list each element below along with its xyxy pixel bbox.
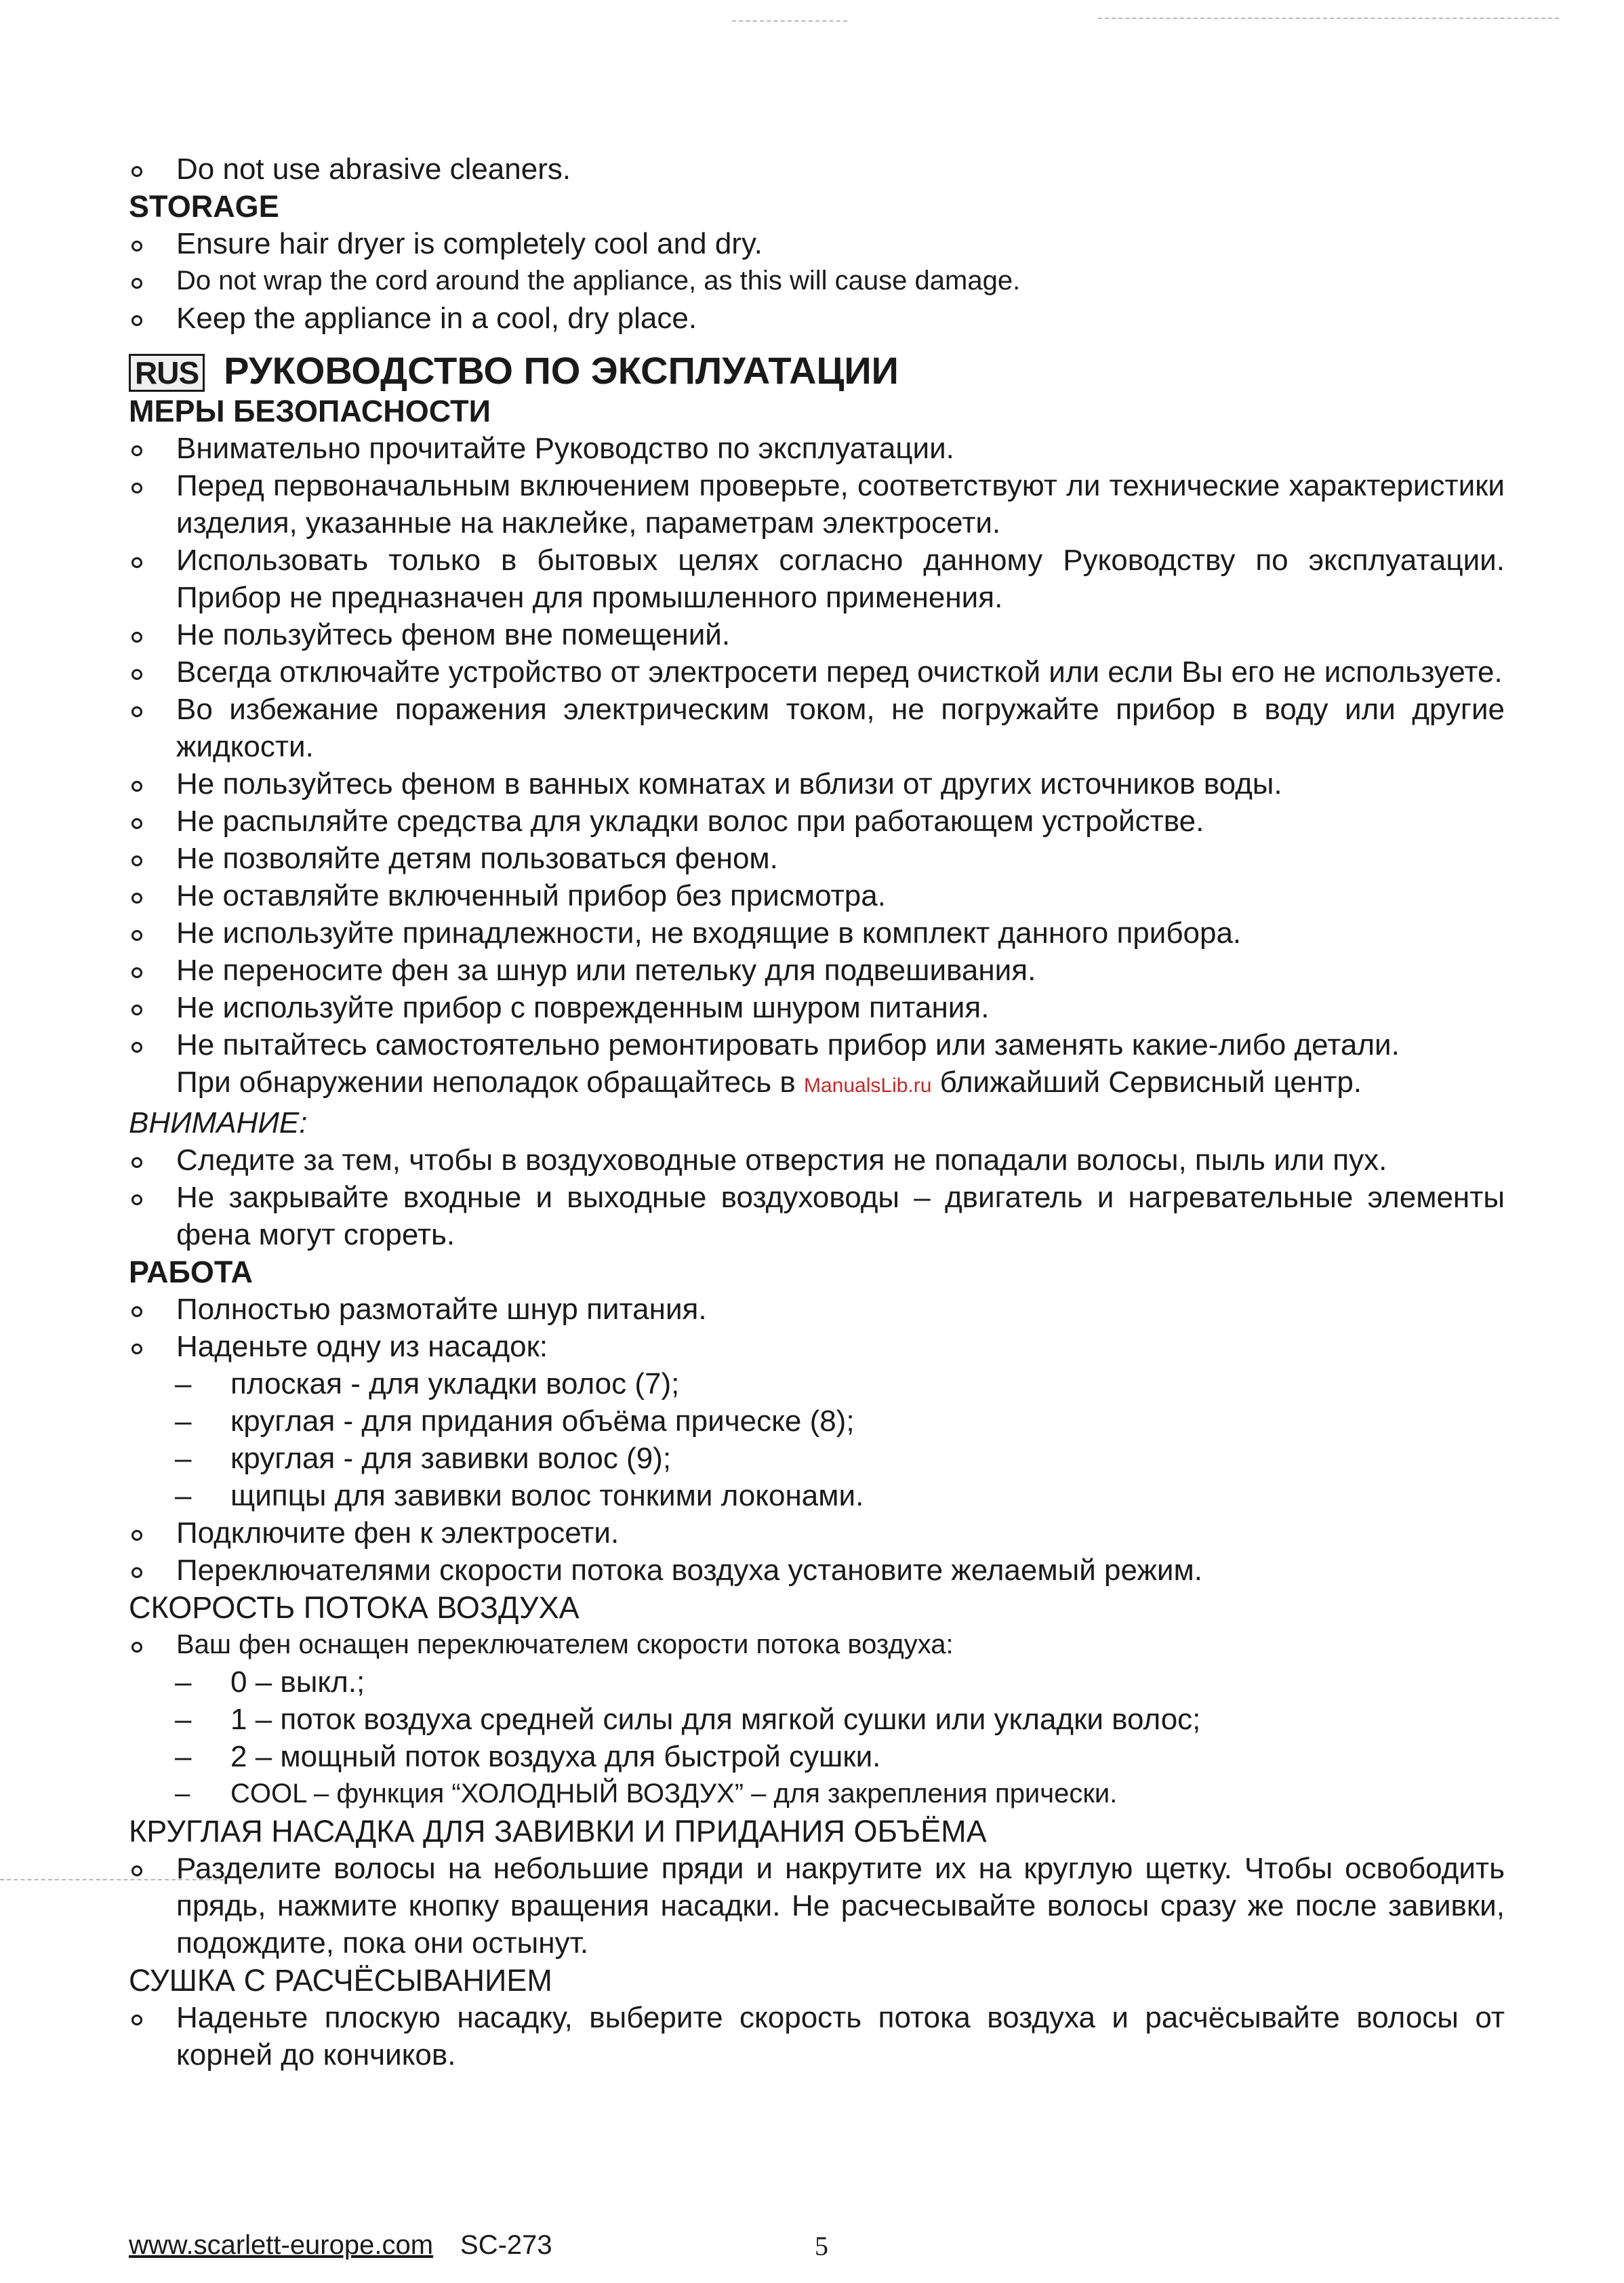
list-item: Перед первоначальным включением проверьте, соответствуют ли технические характеристики изделия, указанные на наклейке, параметрам электросети. <box>129 467 1505 542</box>
website-link[interactable]: www.scarlett-europe.com <box>129 2230 434 2260</box>
list-item: Разделите волосы на небольшие пряди и накрутите их на круглую щетку. Чтобы освободить прядь, нажмите кнопку вращения насадки. Не расчесывайте волосы сразу же после завивки, подождите, пока они остынут. <box>129 1850 1505 1962</box>
attachment-item: – круглая - для придания объёма прическе (8); <box>129 1402 1505 1440</box>
repair-warning-item <box>129 1026 1505 1104</box>
list-item: Полностью размотайте шнур питания. <box>129 1291 1505 1328</box>
list-item: Не используйте прибор с поврежденным шнуром питания. <box>129 989 1505 1026</box>
airflow-mode: – 0 – выкл.; <box>129 1663 1505 1701</box>
airflow-mode: – 1 – поток воздуха средней силы для мягкой сушки или укладки волос; <box>129 1701 1505 1738</box>
scan-artifact-top-left <box>732 20 847 22</box>
rus-badge: RUS <box>129 354 205 392</box>
list-item: Ваш фен оснащен переключателем скорости потока воздуха: <box>129 1626 1505 1663</box>
list-item: Do not wrap the cord around the appliance, as this will cause damage. <box>129 262 1505 300</box>
list-item: Подключите фен к электросети. <box>129 1514 1505 1552</box>
watermark-text: ManualsLib.ru <box>804 1074 932 1097</box>
list-item: Не позволяйте детям пользоваться феном. <box>129 840 1505 877</box>
list-item: Не переносите фен за шнур или петельку для подвешивания. <box>129 952 1505 989</box>
airflow-heading: СКОРОСТЬ ПОТОКА ВОЗДУХА <box>129 1590 580 1625</box>
list-item: Do not use abrasive cleaners. <box>129 150 1505 188</box>
repair-line-2a: При обнаружении неполадок обращайтесь в <box>176 1066 804 1099</box>
list-item: Не закрывайте входные и выходные воздуховоды – двигатель и нагревательные элементы фена могут сгореть. <box>129 1179 1505 1253</box>
list-item: Не используйте принадлежности, не входящие в комплект данного прибора. <box>129 914 1505 952</box>
airflow-mode: – COOL – функция “ХОЛОДНЫЙ ВОЗДУХ” – для закрепления прически. <box>129 1775 1505 1813</box>
rus-manual-title <box>129 349 1505 392</box>
list-item: Не пользуйтесь феном вне помещений. <box>129 616 1505 653</box>
list-item: Наденьте плоскую насадку, выберите скорость потока воздуха и расчёсывайте волосы от корней до кончиков. <box>129 1999 1505 2074</box>
model-number: SC-273 <box>460 2230 552 2260</box>
storage-heading: STORAGE <box>129 189 279 224</box>
list-item: Внимательно прочитайте Руководство по эксплуатации. <box>129 430 1505 467</box>
list-item: Во избежание поражения электрическим током, не погружайте прибор в воду или другие жидкости. <box>129 691 1505 765</box>
manual-page <box>129 150 1505 2074</box>
list-item: Не оставляйте включенный прибор без присмотра. <box>129 877 1505 914</box>
list-item: Не распыляйте средства для укладки волос при работающем устройстве. <box>129 803 1505 840</box>
list-item: Следите за тем, чтобы в воздуховодные отверстия не попадали волосы, пыль или пух. <box>129 1142 1505 1179</box>
list-item: Использовать только в бытовых целях согласно данному Руководству по эксплуатации. Прибор не предназначен для промышленного применения. <box>129 542 1505 616</box>
list-item: Наденьте одну из насадок: <box>129 1328 1505 1365</box>
airflow-mode: – 2 – мощный поток воздуха для быстрой сушки. <box>129 1738 1505 1775</box>
repair-line-2b: ближайший Сервисный центр. <box>931 1066 1362 1099</box>
attachment-item: – щипцы для завивки волос тонкими локонами. <box>129 1477 1505 1514</box>
scan-artifact-top-right <box>1098 18 1559 19</box>
warning-heading: ВНИМАНИЕ: <box>129 1106 308 1139</box>
list-item: Всегда отключайте устройство от электросети перед очисткой или если Вы его не используете. <box>129 653 1505 691</box>
safety-heading: МЕРЫ БЕЗОПАСНОСТИ <box>129 394 491 428</box>
page-title: РУКОВОДСТВО ПО ЭКСПЛУАТАЦИИ <box>224 349 899 392</box>
attachment-item: – плоская - для укладки волос (7); <box>129 1365 1505 1402</box>
repair-line-1: Не пытайтесь самостоятельно ремонтировать прибор или заменять какие-либо детали. <box>176 1028 1400 1062</box>
footer <box>129 2230 828 2261</box>
comb-drying-heading: СУШКА С РАСЧЁСЫВАНИЕМ <box>129 1963 552 1998</box>
operation-heading: РАБОТА <box>129 1255 253 1289</box>
list-item: Переключателями скорости потока воздуха установите желаемый режим. <box>129 1552 1505 1589</box>
page-number: 5 <box>815 2231 828 2261</box>
list-item: Keep the appliance in a cool, dry place. <box>129 300 1505 337</box>
list-item: Не пользуйтесь феном в ванных комнатах и вблизи от других источников воды. <box>129 765 1505 803</box>
round-brush-heading: КРУГЛАЯ НАСАДКА ДЛЯ ЗАВИВКИ И ПРИДАНИЯ ОБЪЁМА <box>129 1814 987 1848</box>
list-item: Ensure hair dryer is completely cool and dry. <box>129 225 1505 262</box>
attachment-item: – круглая - для завивки волос (9); <box>129 1440 1505 1477</box>
